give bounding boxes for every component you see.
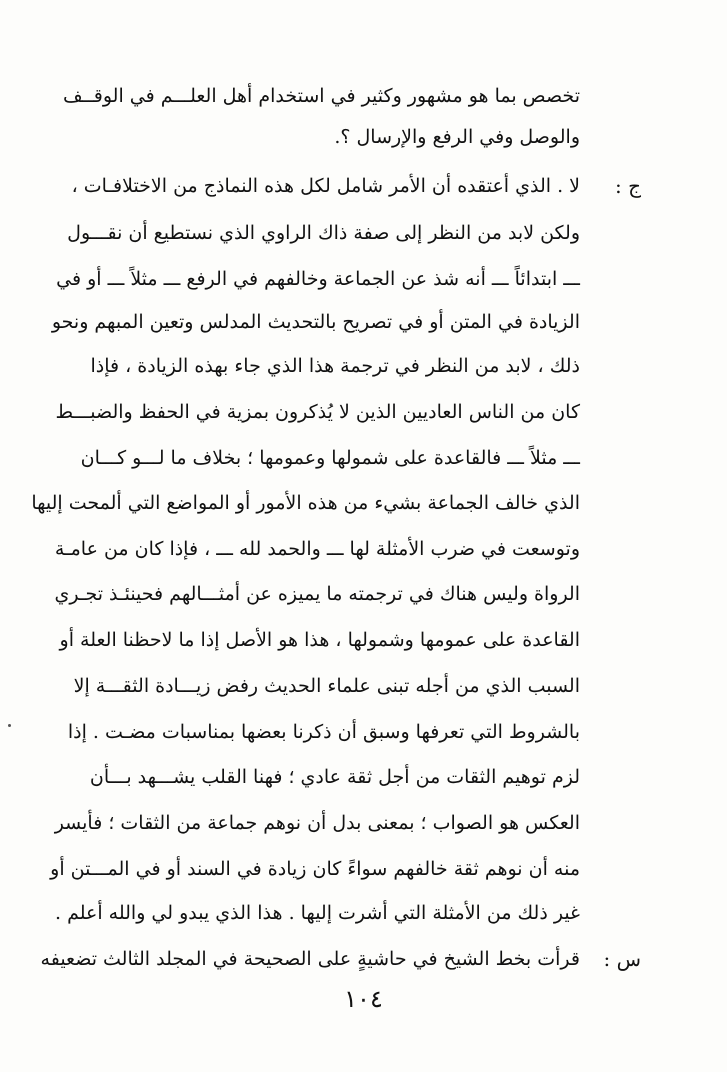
text-line-20: قرأت بخط الشيخ في حاشيةٍ على الصحيحة في المجلد الثالث تضعيفه <box>40 948 580 970</box>
text-line-9: ـــ مثلاً ـــ فالقاعدة على شمولها وعمومها ؛ بخلاف ما لـــو كـــان <box>80 447 580 469</box>
text-line-16: لزم توهيم الثقات من أجل ثقة عادي ؛ فهنا القلب يشـــهد بـــأن <box>89 766 580 788</box>
margin-speck <box>8 724 11 727</box>
text-line-17: العكس هو الصواب ؛ بمعنى بدل أن نوهم جماعة من الثقات ؛ فأيسر <box>54 812 580 834</box>
text-line-11: وتوسعت في ضرب الأمثلة لها ـــ والحمد لله ـــ ، فإذا كان من عامـة <box>54 538 580 560</box>
text-line-10: الذي خالف الجماعة بشيء من هذه الأمور أو المواضع التي ألمحت إليها <box>31 492 580 514</box>
text-line-15: بالشروط التي تعرفها وسبق أن ذكرنا بعضها بمناسبات مضـت . إذا <box>67 721 580 743</box>
text-line-3: لا . الذي أعتقده أن الأمر شامل لكل هذه النماذج من الاختلافـات ، <box>71 175 580 197</box>
text-line-19: غير ذلك من الأمثلة التي أشرت إليها . هذا الذي يبدو لي والله أعلم . <box>55 902 580 924</box>
text-line-13: القاعدة على عمومها وشمولها ، هذا هو الأصل إذا ما لاحظنا العلة أو <box>59 629 580 651</box>
text-line-8: كان من الناس العاديين الذين لا يُذكرون بمزية في الحفظ والضبـــط <box>55 401 580 423</box>
answer-marker: ج : <box>614 174 641 198</box>
text-line-7: ذلك ، لابد من النظر في ترجمة هذا الذي جاء بهذه الزيادة ، فإذا <box>90 355 580 377</box>
text-line-6: الزيادة في المتن أو في تصريح بالتحديث المدلس وتعين المبهم ونحو <box>51 311 580 333</box>
text-line-12: الرواة وليس هناك في ترجمته ما يميزه عن أمثـــالهم فحينئـذ تجـري <box>54 583 580 605</box>
page-number: ١٠٤ <box>344 985 383 1013</box>
text-line-4: ولكن لابد من النظر إلى صفة ذاك الراوي الذي نستطيع أن نقـــول <box>67 222 580 244</box>
question-marker: س : <box>603 947 641 971</box>
text-line-14: السبب الذي من أجله تبنى علماء الحديث رفض زيـــادة الثقـــة إلا <box>73 675 580 697</box>
text-line-5: ـــ ابتدائاً ـــ أنه شذ عن الجماعة وخالفهم في الرفع ـــ مثلاً ـــ أو في <box>56 268 580 290</box>
text-line-1: تخصص بما هو مشهور وكثير في استخدام أهل العلـــم في الوقــف <box>62 85 580 107</box>
text-line-2: والوصل وفي الرفع والإرسال ؟. <box>334 126 580 148</box>
text-line-18: منه أن نوهم ثقة خالفهم سواءً كان زيادة في السند أو في المـــتن أو <box>50 858 580 880</box>
